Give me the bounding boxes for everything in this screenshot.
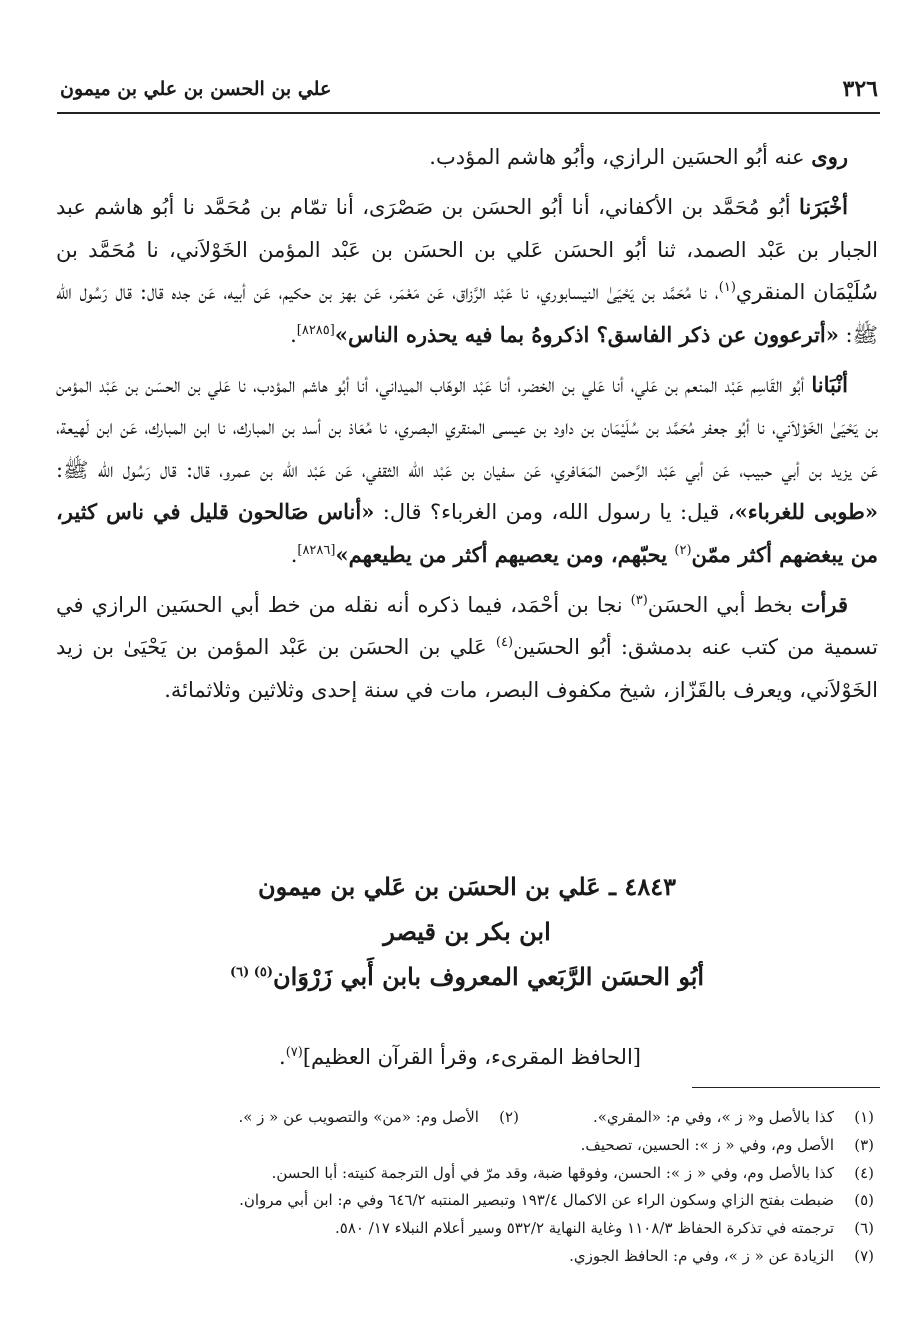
- footnote-ref: (٣): [630, 593, 648, 609]
- entry-note: [56, 1040, 864, 1074]
- footnote-ref: (٥) (٦): [229, 965, 274, 980]
- footnote-row: [50, 1243, 874, 1271]
- footnote: [335, 1215, 874, 1243]
- footnote-number: (٦): [854, 1219, 874, 1238]
- footnote-number: (٥): [854, 1191, 874, 1210]
- footnote: [239, 1187, 874, 1215]
- footnote-row: [50, 1187, 874, 1215]
- paragraph-text: عنه أبُو الحسَين الرازي، وأبُو هاشم المؤدب.: [429, 145, 812, 169]
- header-rule: [57, 112, 880, 114]
- footnote-text: كذا بالأصل وم، وفي « ز »: الحسن، وفوقها ضبة، وقد مرّ في أول الترجمة كنيته: أبا الحسن.: [271, 1163, 834, 1182]
- footnote-text: الأصل وم، وفي « ز »: الحسين، تصحيف.: [580, 1135, 834, 1154]
- paragraph-lead: أنْبَانا: [811, 372, 848, 398]
- entry-title-line-2: ابن بكر بن قيصر: [383, 917, 551, 946]
- hadith-number: [٨٢٨٥]: [296, 322, 335, 338]
- hadith-quote: «أناس صَالحون قليل في ناس كثير، من يبغضهم أكثر ممّن: [56, 499, 878, 567]
- entry-kunya: أبُو الحسَن الرَّبَعي المعروف بابن أَبي زَرْوَان: [273, 962, 705, 991]
- footnote: [238, 1104, 519, 1132]
- running-title: علي بن الحسن بن علي بن ميمون: [60, 78, 332, 100]
- footnote-number: (٧): [854, 1246, 874, 1265]
- paragraph-text: ، نا مُحَمَّد بن يَحْيَىٰ النيسابوري، نا عَبْد الرَّزاق، عَن مَعْمَر، عَن بهز بن حكيم، عَن أبيه، عَن جده قال: قال رَسُول الله ﷺ:: [56, 280, 878, 347]
- footnote-ref: (٢): [674, 542, 692, 558]
- footnote-rule: [692, 1087, 880, 1088]
- paragraph-text: ، قيل: يا رسول الله، ومن الغرباء؟ قال:: [374, 500, 735, 525]
- hadith-quote: يحبّهم، ومن يعصيهم أكثر من يطيعهم»: [335, 541, 675, 567]
- footnote-text: ضبطت بفتح الزاي وسكون الراء عن الاكمال ١٩٣/٤ وتبصير المنتبه ٦٤٦/٢ وفي م: ابن أبي مروان.: [239, 1191, 834, 1210]
- footnote-ref: (١): [718, 280, 736, 296]
- paragraph-1: [56, 136, 878, 178]
- paragraph-text: عَلي بن الحسَن بن عَبْد المؤمن بن يَحْيَىٰ بن زيد الخَوْلاَني، ويعرف بالقَزّاز، شيخ مكفوف البصر، مات في سنة إحدى وثلاثين وثلاثمائة.: [56, 635, 878, 702]
- footnote: [569, 1243, 874, 1271]
- hadith-number: [٨٢٨٦]: [297, 542, 336, 558]
- footnote-row: [50, 1104, 874, 1132]
- paragraph-end: .: [290, 542, 298, 567]
- entry-note-text: [الحافظ المقرىء، وقرأ القرآن العظيم]: [302, 1045, 641, 1069]
- running-head: [60, 72, 878, 106]
- paragraph-lead: قرأت: [800, 592, 848, 618]
- footnotes: [50, 1104, 874, 1271]
- paragraph-lead: روى: [811, 144, 848, 169]
- footnote-text: ترجمته في تذكرة الحفاظ ١١٠٨/٣ وغاية النهاية ٥٣٢/٢ وسير أعلام النبلاء ١٧/ ٥٨٠.: [334, 1219, 834, 1238]
- main-text: [56, 136, 878, 719]
- entry-title-line-1: ٤٨٤٣ ـ عَلي بن الحسَن بن عَلي بن ميمون: [258, 872, 676, 901]
- footnote-number: (٤): [854, 1163, 874, 1182]
- footnote-row: [50, 1160, 874, 1188]
- footnote-number: (٣): [854, 1135, 874, 1154]
- paragraph-text: أبُو مُحَمَّد بن الأكفاني، أنا أبُو الحسَن بن صَصْرَى، أنا تمّام بن مُحَمَّد نا أبُو هاشم عبد الجبار بن عَبْد الصمد، ثنا أبُو الحسَن عَلي بن الحسَن بن عَبْد المؤمن الخَوْلاَني، نا مُحَمَّد بن سُلَيْمَان المنقري: [56, 195, 878, 305]
- footnote-text: الزيادة عن « ز »، وفي م: الحافظ الجوزي.: [569, 1246, 834, 1265]
- paragraph-text: بخط أبي الحسَن: [647, 593, 801, 618]
- paragraph-3: [56, 364, 878, 576]
- paragraph-lead: أخْبَرَنا: [799, 194, 848, 220]
- paragraph-text: نجا بن أحْمَد، فيما ذكره أنه نقله من خط أبي الحسَين الرازي في تسمية من كتب عنه بدمشق: أبُو الحسَين: [56, 593, 879, 660]
- paragraph-4: [56, 584, 878, 711]
- paragraph-2: [56, 186, 878, 356]
- footnote-ref: (٧): [285, 1045, 303, 1060]
- footnote: [581, 1132, 874, 1160]
- entry-title-line-3: [56, 954, 878, 999]
- entry-note-end: .: [279, 1045, 286, 1069]
- page-number: ٣٢٦: [842, 76, 878, 102]
- footnote: [593, 1104, 874, 1132]
- footnote-ref: (٤): [495, 635, 514, 651]
- hadith-quote: «طوبى للغرباء»: [734, 499, 878, 525]
- footnote-number: (٢): [499, 1108, 519, 1126]
- footnote-number: (١): [854, 1108, 874, 1126]
- footnote-text: كذا بالأصل و« ز »، وفي م: «المقري».: [592, 1108, 834, 1126]
- hadith-quote: «أترعوون عن ذكر الفاسق؟ اذكروهُ بما فيه يحذره الناس»: [334, 321, 839, 347]
- footnote-row: [50, 1132, 874, 1160]
- paragraph-text: أبُو القَاسِم عَبْد المنعم بن عَلي، أنا عَلي بن الخضر، أنا عَبْد الوهّاب الميداني، أنا أبُو هاشم المؤدب، نا عَلي بن الحسَن بن عَبْد المؤمن بن يَحْيَىٰ الخَوْلاَني، نا أبُو جعفر مُحَمَّد بن سُلَيْمَان بن داود بن عيسى المنقري البصري، نا مُعَاذ بن أسد بن المبارك، نا ابن المبارك، عَن ابن لَهيعة، عَن يزيد بن أبي حبيب، عَن أبي عَبْد الرَّحمن المَعَافري، عَن سفيان بن عَبْد اللّه الثقفي، عَن عَبْد اللّه بن عمرو، قال: قال رَسُول الله ﷺ:: [56, 373, 878, 482]
- footnote: [272, 1160, 874, 1188]
- footnote-row: [50, 1215, 874, 1243]
- paragraph-end: .: [290, 322, 297, 347]
- entry-heading: [56, 864, 878, 999]
- footnote-text: الأصل وم: «من» والتصويب عن « ز ».: [238, 1108, 479, 1126]
